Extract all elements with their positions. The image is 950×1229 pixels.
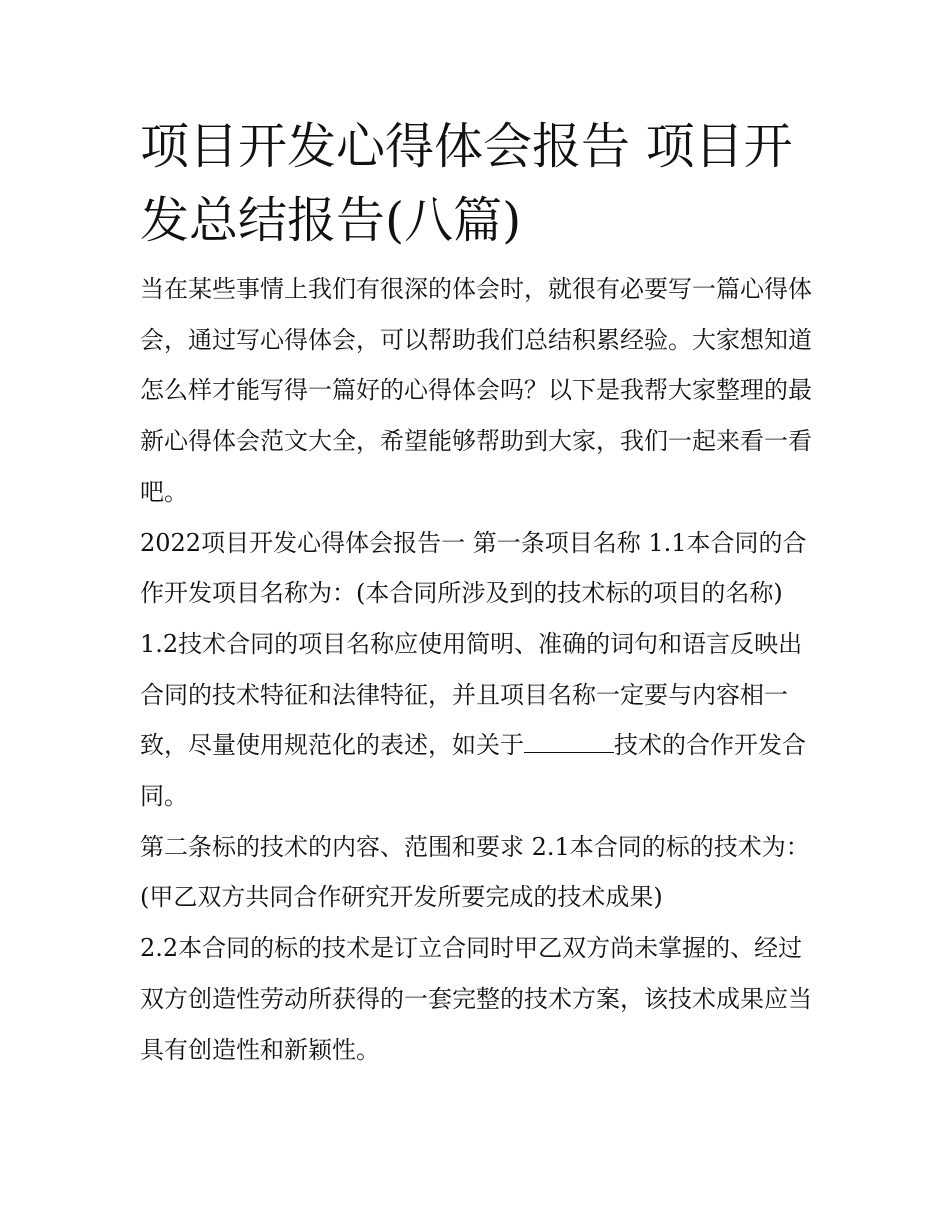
- article-1-paragraph: 2022项目开发心得体会报告一 第一条项目名称 1.1本合同的合作开发项目名称为：(本合同所涉及到的技术标的项目的名称): [140, 528, 807, 608]
- document-body: [140, 110, 820, 1075]
- article-1-2-text-end: 技术的合作开发合同。: [140, 731, 806, 811]
- fill-in-blank: [524, 730, 614, 753]
- article-1-2-text: 1.2技术合同的项目名称应使用简明、准确的词句和语言反映出合同的技术特征和法律特征，并且项目名称一定要与内容相一致，尽量使用规范化的表述，如关于: [140, 629, 803, 760]
- article-1-2-paragraph: [140, 619, 820, 822]
- intro-paragraph: 当在某些事情上我们有很深的体会时，就很有必要写一篇心得体会，通过写心得体会，可以帮助我们总结积累经验。大家想知道怎么样才能写得一篇好的心得体会吗？以下是我帮大家整理的最新心得体会范文大全，希望能够帮助到大家，我们一起来看一看吧。: [140, 275, 812, 506]
- article-2-2-paragraph: 2.2本合同的标的技术是订立合同时甲乙双方尚未掌握的、经过双方创造性劳动所获得的一套完整的技术方案，该技术成果应当具有创造性和新颖性。: [140, 934, 812, 1064]
- article-2-paragraph: 第二条标的技术的内容、范围和要求 2.1本合同的标的技术为：(甲乙双方共同合作研究开发所要完成的技术成果): [140, 832, 810, 912]
- document-title: 项目开发心得体会报告 项目开发总结报告(八篇): [140, 118, 793, 249]
